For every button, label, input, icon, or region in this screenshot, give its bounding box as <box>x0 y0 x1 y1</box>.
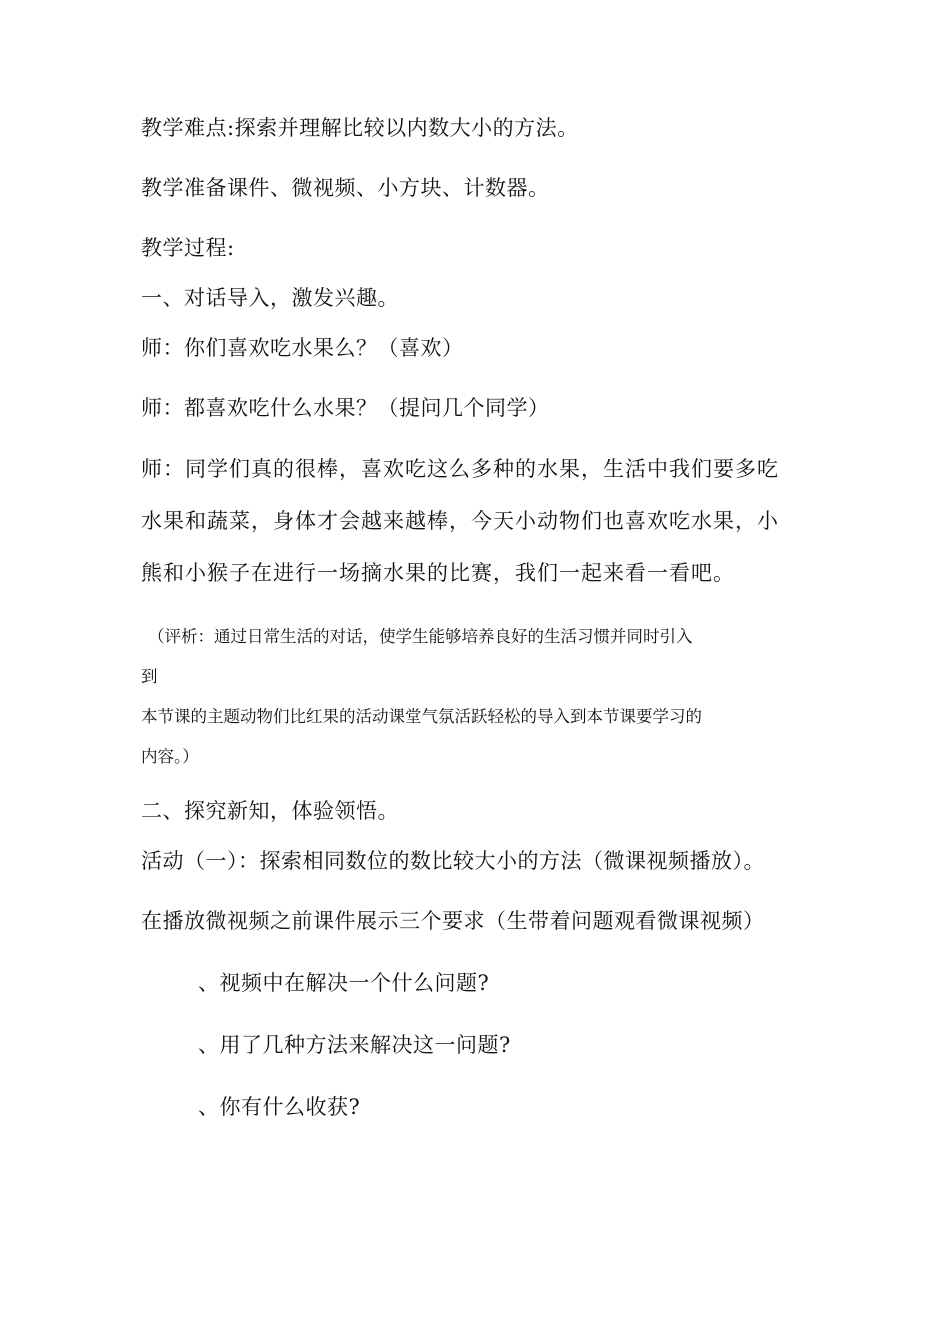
teacher-paragraph-line-3: 熊和小猴子在进行一场摘水果的比赛，我们一起来看一看吧。 <box>141 561 735 585</box>
teacher-paragraph-line-2: 水果和蔬菜，身体才会越来越棒，今天小动物们也喜欢吃水果，小 <box>141 509 779 533</box>
teaching-preparation: 教学准备课件、微视频、小方块、计数器。 <box>141 176 550 200</box>
comment-line-2: 到 <box>141 667 158 686</box>
comment-line-4: 内容。） <box>141 747 199 766</box>
activity-1: 活动（一）：探索相同数位的数比较大小的方法（微课视频播放）。 <box>141 849 765 873</box>
requirement-3: 、你有什么收获? <box>198 1095 361 1119</box>
before-video-note: 在播放微视频之前课件展示三个要求（生带着问题观看微课视频） <box>141 909 765 933</box>
comment-line-1: （评析：通过日常生活的对话，使学生能够培养良好的生活习惯并同时引入 <box>148 627 693 646</box>
teaching-difficulty: 教学难点:探索并理解比较以内数大小的方法。 <box>141 116 579 140</box>
requirement-2: 、用了几种方法来解决这一问题? <box>198 1033 511 1057</box>
teacher-paragraph-line-1: 师：同学们真的很棒，喜欢吃这么多种的水果，生活中我们要多吃 <box>141 457 779 481</box>
teaching-process-title: 教学过程: <box>141 236 235 260</box>
section-1-title: 一、对话导入，激发兴趣。 <box>141 286 399 310</box>
comment-line-3: 本节课的主题动物们比红果的活动课堂气氛活跃轻松的导入到本节课要学习的 <box>141 707 702 726</box>
requirement-1: 、视频中在解决一个什么问题? <box>198 971 490 995</box>
section-2-title: 二、探究新知，体验领悟。 <box>141 799 399 823</box>
teacher-question-2: 师：都喜欢吃什么水果？（提问几个同学） <box>141 396 550 420</box>
teacher-question-1: 师：你们喜欢吃水果么？（喜欢） <box>141 336 464 360</box>
